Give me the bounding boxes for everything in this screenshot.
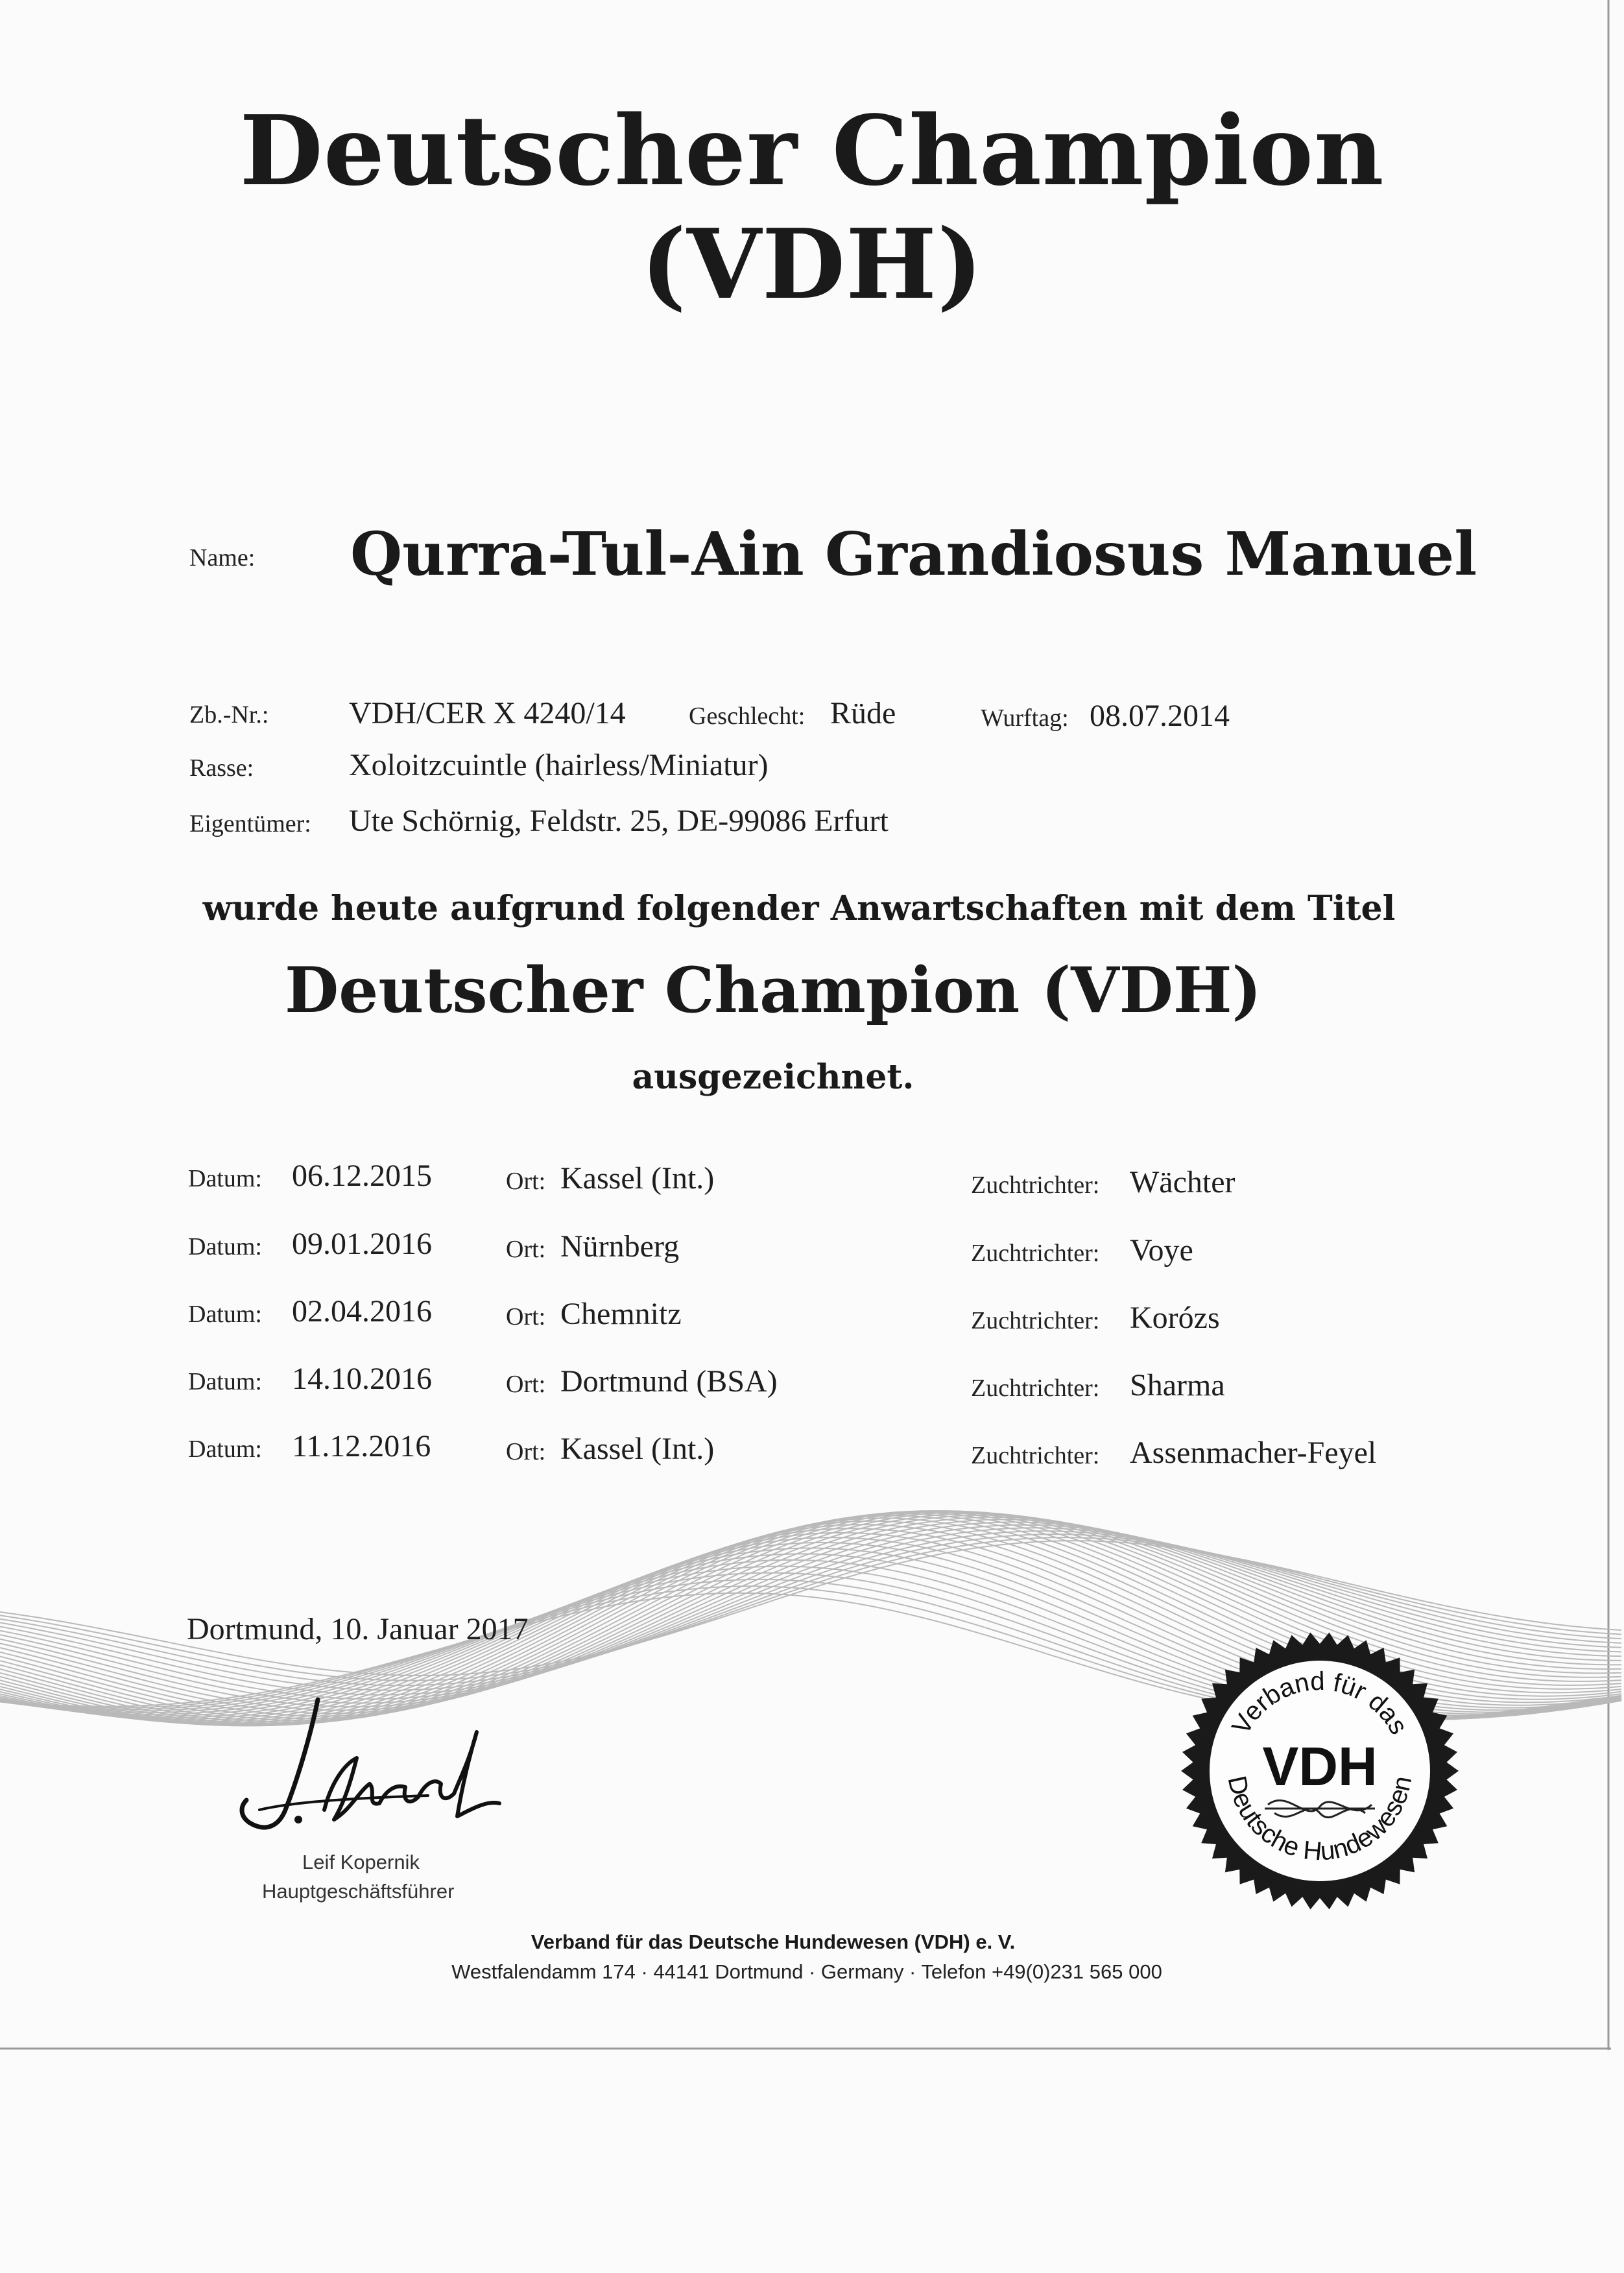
zb-value: VDH/CER X 4240/14 xyxy=(349,696,626,730)
footer-org: Verband für das Deutsche Hundewesen (VDH) e. V. xyxy=(531,1930,1016,1953)
breed-value: Xoloitzcuintle (hairless/Miniatur) xyxy=(349,748,769,782)
sex-label: Geschlecht: xyxy=(689,703,806,730)
signatory-role: Hauptgeschäftsführer xyxy=(262,1880,455,1903)
seal-bottom-text: Deutsche Hundewesen xyxy=(1222,1773,1418,1866)
judge-value: Wächter xyxy=(1130,1165,1236,1199)
place-value: Kassel (Int.) xyxy=(560,1161,715,1196)
date-label: Datum: xyxy=(188,1165,262,1192)
judge-label: Zuchtrichter: xyxy=(971,1172,1100,1199)
signature-mark xyxy=(221,1687,506,1842)
date-value: 14.10.2016 xyxy=(292,1362,432,1396)
judge-label: Zuchtrichter: xyxy=(971,1240,1100,1267)
place-label: Ort: xyxy=(506,1371,546,1398)
judge-label: Zuchtrichter: xyxy=(971,1307,1100,1334)
signatory-name: Leif Kopernik xyxy=(302,1851,420,1873)
date-label: Datum: xyxy=(188,1233,262,1260)
vdh-seal xyxy=(1177,1628,1463,1914)
seal-center-text: VDH xyxy=(1262,1736,1378,1797)
judge-value: Voye xyxy=(1130,1233,1193,1268)
footer-address: Westfalendamm 174 · 44141 Dortmund · Germany · Telefon +49(0)231 565 000 xyxy=(451,1960,1162,1983)
place-value: Nürnberg xyxy=(560,1229,680,1264)
place-value: Kassel (Int.) xyxy=(560,1432,715,1466)
judge-value: Sharma xyxy=(1130,1368,1225,1402)
award-title: Deutscher Champion (VDH) xyxy=(285,954,1261,1027)
date-value: 06.12.2015 xyxy=(292,1159,432,1193)
date-value: 11.12.2016 xyxy=(292,1429,431,1463)
place-label: Ort: xyxy=(506,1168,546,1195)
dog-name: Qurra-Tul-Ain Grandiosus Manuel xyxy=(350,519,1477,589)
date-value: 09.01.2016 xyxy=(292,1227,432,1261)
sex-value: Rüde xyxy=(830,696,896,730)
place-value: Chemnitz xyxy=(560,1297,682,1331)
breed-label: Rasse: xyxy=(189,754,254,782)
date-label: Datum: xyxy=(188,1436,262,1463)
judge-label: Zuchtrichter: xyxy=(971,1442,1100,1469)
place-label: Ort: xyxy=(506,1303,546,1330)
date-label: Datum: xyxy=(188,1301,262,1328)
whelp-label: Wurftag: xyxy=(981,704,1069,732)
name-label: Name: xyxy=(189,544,256,571)
owner-label: Eigentümer: xyxy=(189,810,311,837)
date-label: Datum: xyxy=(188,1368,262,1395)
whelp-value: 08.07.2014 xyxy=(1090,699,1230,733)
place-label: Ort: xyxy=(506,1236,546,1263)
award-intro: wurde heute aufgrund folgender Anwartschaften mit dem Titel xyxy=(202,889,1396,928)
place-label: Ort: xyxy=(506,1438,546,1465)
place-value: Dortmund (BSA) xyxy=(560,1364,778,1399)
owner-value: Ute Schörnig, Feldstr. 25, DE-99086 Erfurt xyxy=(349,804,889,838)
date-value: 02.04.2016 xyxy=(292,1294,432,1329)
judge-value: Korózs xyxy=(1130,1301,1220,1335)
seal-top-text: Verband für das xyxy=(1226,1666,1413,1740)
judge-value: Assenmacher-Feyel xyxy=(1130,1436,1377,1470)
issue-place-date: Dortmund, 10. Januar 2017 xyxy=(187,1612,529,1646)
award-outro: ausgezeichnet. xyxy=(632,1057,914,1097)
certificate-title: Deutscher Champion xyxy=(239,94,1385,207)
zb-label: Zb.-Nr.: xyxy=(189,701,269,728)
certificate-title-sub: (VDH) xyxy=(640,208,984,320)
judge-label: Zuchtrichter: xyxy=(971,1375,1100,1402)
